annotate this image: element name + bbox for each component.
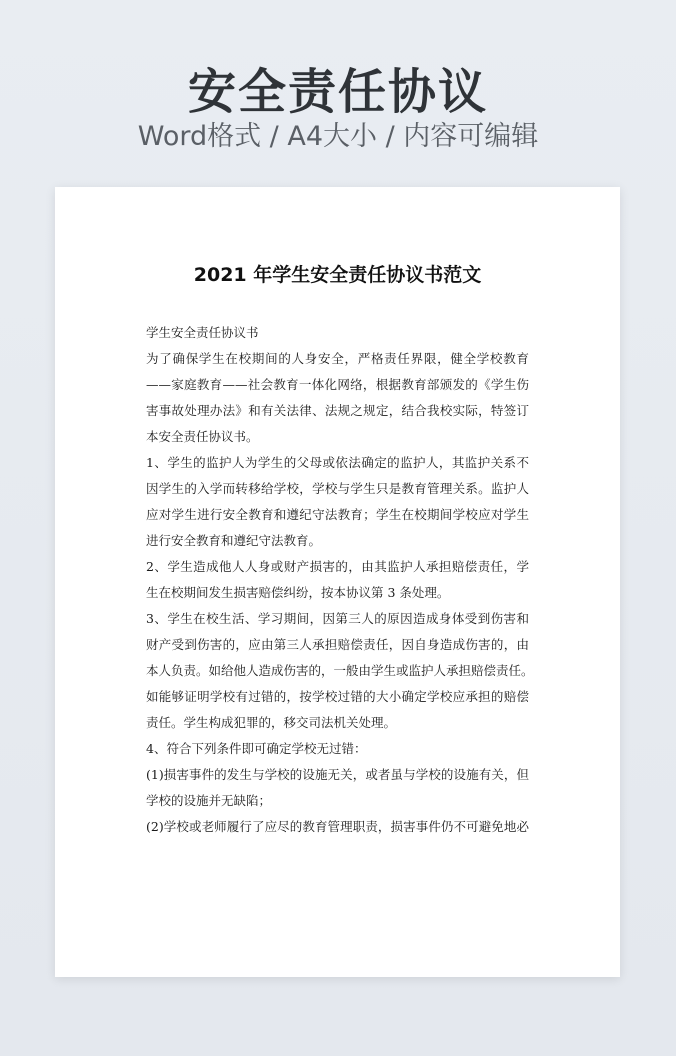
- document-line: 生在校期间发生损害赔偿纠纷，按本协议第 3 条处理。: [146, 585, 450, 600]
- document-page: [55, 187, 620, 977]
- document-line: 1、学生的监护人为学生的父母或依法确定的监护人，其监护关系不: [146, 455, 529, 470]
- document-line: 为了确保学生在校期间的人身安全，严格责任界限，健全学校教育: [146, 351, 529, 366]
- document-line: 因学生的入学而转移给学校，学校与学生只是教育管理关系。监护人: [146, 481, 529, 496]
- document-body: [146, 320, 534, 840]
- document-line: 财产受到伤害的，应由第三人承担赔偿责任，因自身造成伤害的，由: [146, 637, 529, 652]
- page-title: 安全责任协议: [187, 64, 488, 120]
- document-line: 2、学生造成他人人身或财产损害的，由其监护人承担赔偿责任，学: [146, 559, 529, 574]
- document-line: 学校的设施并无缺陷；: [146, 793, 272, 808]
- document-line: (2)学校或老师履行了应尽的教育管理职责，损害事件仍不可避免地必: [146, 819, 529, 834]
- document-line: 本人负责。如给他人造成伤害的，一般由学生或监护人承担赔偿责任。: [146, 663, 534, 678]
- document-line: 4、符合下列条件即可确定学校无过错：: [146, 741, 367, 756]
- document-title: 2021 年学生安全责任协议书范文: [193, 264, 482, 286]
- document-line: 害事故处理办法》和有关法律、法规之规定，结合我校实际，特签订: [146, 403, 529, 418]
- document-line: 应对学生进行安全教育和遵纪守法教育；学生在校期间学校应对学生: [146, 507, 529, 522]
- document-line: (1)损害事件的发生与学校的设施无关，或者虽与学校的设施有关，但: [146, 767, 529, 782]
- document-line: 进行安全教育和遵纪守法教育。: [146, 533, 322, 548]
- document-line: 本安全责任协议书。: [146, 429, 259, 444]
- page-subtitle: Word格式 / A4大小 / 内容可编辑: [137, 121, 539, 152]
- document-line: 3、学生在校生活、学习期间，因第三人的原因造成身体受到伤害和: [146, 611, 529, 626]
- document-line: ——家庭教育——社会教育一体化网络，根据教育部颁发的《学生伤: [146, 377, 529, 392]
- document-line: 如能够证明学校有过错的，按学校过错的大小确定学校应承担的赔偿: [146, 689, 529, 704]
- document-line: 责任。学生构成犯罪的，移交司法机关处理。: [146, 715, 397, 730]
- document-line: 学生安全责任协议书: [146, 325, 259, 340]
